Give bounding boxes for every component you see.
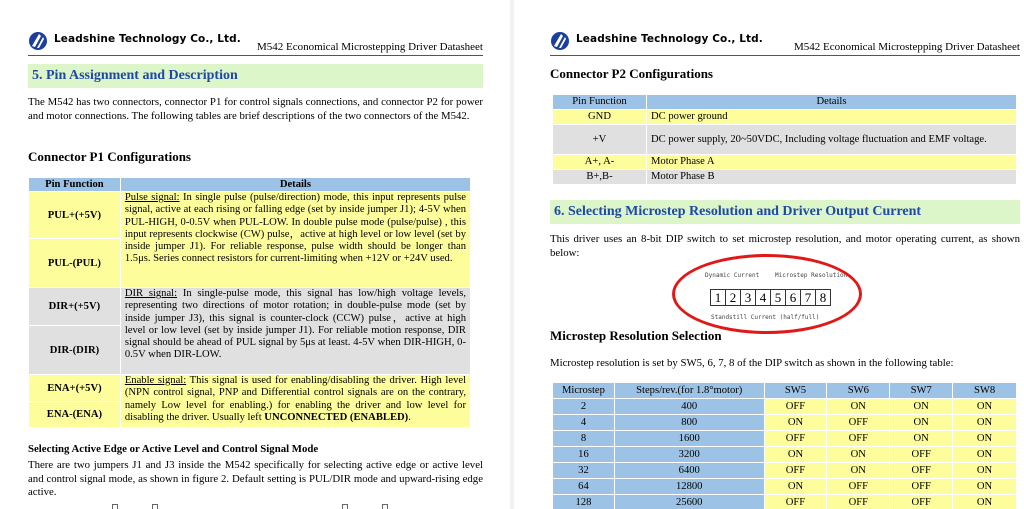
p1-header-details: Details xyxy=(120,178,470,192)
ms-switch-cell: ON xyxy=(827,447,890,463)
ms-switch-cell: ON xyxy=(953,431,1017,447)
ms-microstep-cell: 4 xyxy=(553,415,615,431)
p2-detail-cell: Motor Phase B xyxy=(647,170,1017,185)
jumper-figure-fragment xyxy=(152,504,158,509)
detail-text: In single pulse (pulse/direction) mode, this input represents pulse signal, active at each rising or falling edge (set by inside jumper J1); 4-5V when PUL-HIGH, 0-0.5V when PUL-LOW. In double pulse mode (pulse/pulse) , this input represents clockwise (CW) pulse，active at high level or low level (set by inside jumper J1). For reliable response, pulse width should be longer than 1.5μs. Series connect resistors for current-limiting when +12V or +24V used. xyxy=(124,192,466,265)
ms-microstep-cell: 2 xyxy=(553,399,615,415)
pin-cell: PUL+(+5V) xyxy=(29,192,121,239)
jumper-figure-fragment xyxy=(382,504,388,509)
p2-pin-cell: GND xyxy=(553,110,647,125)
ms-switch-cell: OFF xyxy=(890,479,953,495)
brand-name: Leadshine Technology Co., Ltd. xyxy=(54,33,241,45)
ms-paragraph: Microstep resolution is set by SW5, 6, 7, 8 of the DIP switch as shown in the following table: xyxy=(550,357,954,369)
emph-text: UNCONNECTED (ENABLED) xyxy=(264,411,409,423)
ms-header-cell: SW8 xyxy=(953,383,1017,399)
ms-switch-cell: OFF xyxy=(827,431,890,447)
ms-switch-cell: ON xyxy=(764,479,827,495)
dip-switch-cell: 4 xyxy=(755,289,771,306)
p1-title: Connector P1 Configurations xyxy=(28,149,191,164)
pin-cell: PUL-(PUL) xyxy=(29,239,121,288)
dir-details xyxy=(120,288,470,375)
detail-text: In single-pulse mode, this signal has low/high voltage levels, representing two directions of motor rotation; in double-pulse mode (set by inside jumper J3), this signal is counter-clock (CCW) pulse，active at high level or low level (set by inside jumper J1). For reliable motion response, DIR signal should be ahead of PUL signal by 5μs at least. 4-5V when DIR-HIGH, 0-0.5V when DIR-LOW. xyxy=(124,288,466,361)
page-header xyxy=(550,30,1020,56)
ms-body xyxy=(553,399,1017,509)
intro-paragraph: This driver uses an 8-bit DIP switch to set microstep resolution, and motor operating current, as shown below: xyxy=(550,233,1020,259)
jumper-figure-fragment xyxy=(342,504,348,509)
ms-header-cell: SW7 xyxy=(890,383,953,399)
ms-switch-cell: OFF xyxy=(764,463,827,479)
ms-switch-cell: ON xyxy=(764,447,827,463)
detail-tail: . xyxy=(408,411,411,423)
p2-pin-cell: A+, A- xyxy=(553,155,647,170)
ms-switch-cell: OFF xyxy=(890,495,953,509)
table-row xyxy=(553,415,1017,431)
ms-switch-cell: ON xyxy=(890,415,953,431)
page-header xyxy=(28,30,483,56)
ms-switch-cell: ON xyxy=(953,463,1017,479)
edge-title: Selecting Active Edge or Active Level and Control Signal Mode xyxy=(28,443,319,455)
ms-steps-cell: 800 xyxy=(614,415,764,431)
ms-switch-cell: OFF xyxy=(764,495,827,509)
ms-switch-cell: ON xyxy=(953,495,1017,509)
dip-switch-cell: 1 xyxy=(710,289,726,306)
p2-detail-cell: DC power supply, 20~50VDC, Including voltage fluctuation and EMF voltage. xyxy=(647,125,1017,155)
ms-header-cell: SW6 xyxy=(827,383,890,399)
ms-switch-cell: OFF xyxy=(764,399,827,415)
leadshine-logo-icon xyxy=(28,30,48,52)
dip-switch-cell: 8 xyxy=(815,289,831,306)
dip-label-microstep: Microstep Resolution xyxy=(775,272,848,279)
ms-switch-cell: OFF xyxy=(764,431,827,447)
ms-microstep-cell: 64 xyxy=(553,479,615,495)
p2-title: Connector P2 Configurations xyxy=(550,66,713,81)
dip-label-dynamic: Dynamic Current xyxy=(705,272,760,279)
dip-switch-cell: 3 xyxy=(740,289,756,306)
ms-switch-cell: OFF xyxy=(827,415,890,431)
jumper-figure-fragment xyxy=(112,504,118,509)
intro-paragraph: The M542 has two connectors, connector P1 for control signals connections, and connector P2 for power and motor connections. The following tables are brief descriptions of the two connectors of the M542. xyxy=(28,96,483,122)
ms-steps-cell: 6400 xyxy=(614,463,764,479)
signal-name: Enable signal: xyxy=(124,375,187,386)
section-title: 6. Selecting Microstep Resolution and Driver Output Current xyxy=(550,200,1020,224)
dip-switch-cell: 2 xyxy=(725,289,741,306)
p2-detail-cell: DC power ground xyxy=(647,110,1017,125)
pin-cell: DIR+(+5V) xyxy=(29,288,121,326)
ms-switch-cell: ON xyxy=(827,463,890,479)
ms-header-cell: Steps/rev.(for 1.8°motor) xyxy=(614,383,764,399)
ms-switch-cell: ON xyxy=(953,415,1017,431)
datasheet-page-right xyxy=(514,0,1024,509)
ms-switch-cell: ON xyxy=(953,447,1017,463)
ms-microstep-cell: 32 xyxy=(553,463,615,479)
ms-header-cell: SW5 xyxy=(764,383,827,399)
pin-cell: DIR-(DIR) xyxy=(29,326,121,375)
pulse-details xyxy=(120,192,470,288)
p1-table xyxy=(28,177,471,428)
ms-switch-cell: ON xyxy=(953,479,1017,495)
ms-switch-cell: OFF xyxy=(890,447,953,463)
ms-title: Microstep Resolution Selection xyxy=(550,328,722,343)
p1-header-pin: Pin Function xyxy=(29,178,121,192)
p2-pin-cell: +V xyxy=(553,125,647,155)
doc-title: M542 Economical Microstepping Driver Datasheet xyxy=(256,41,483,53)
p2-header-details: Details xyxy=(647,95,1017,110)
microstep-table xyxy=(552,382,1017,509)
ms-switch-cell: OFF xyxy=(827,479,890,495)
dip-switch-cell: 5 xyxy=(770,289,786,306)
ms-microstep-cell: 8 xyxy=(553,431,615,447)
ms-switch-cell: OFF xyxy=(890,463,953,479)
ms-switch-cell: ON xyxy=(890,431,953,447)
p2-pin-cell: B+,B- xyxy=(553,170,647,185)
signal-name: Pulse signal: xyxy=(124,192,180,203)
ms-microstep-cell: 16 xyxy=(553,447,615,463)
ms-header-cell: Microstep xyxy=(553,383,615,399)
ms-steps-cell: 3200 xyxy=(614,447,764,463)
ms-steps-cell: 25600 xyxy=(614,495,764,509)
enable-details xyxy=(120,375,470,428)
dip-label-standstill: Standstill Current (half/full) xyxy=(711,314,820,321)
table-row xyxy=(553,495,1017,509)
pin-cell: ENA+(+5V) xyxy=(29,375,121,402)
table-row xyxy=(553,431,1017,447)
p2-table xyxy=(552,94,1017,185)
ms-microstep-cell: 128 xyxy=(553,495,615,509)
ms-header-row xyxy=(553,383,1017,399)
ms-switch-cell: ON xyxy=(827,399,890,415)
edge-paragraph: There are two jumpers J1 and J3 inside the M542 specifically for selecting active edge or active level and control signal mode, as shown in figure 2. Default setting is PUL/DIR mode and upward-rising edge active. xyxy=(28,459,483,499)
p2-header-pin: Pin Function xyxy=(553,95,647,110)
p2-detail-cell: Motor Phase A xyxy=(647,155,1017,170)
table-row xyxy=(553,479,1017,495)
ms-switch-cell: ON xyxy=(764,415,827,431)
ms-steps-cell: 12800 xyxy=(614,479,764,495)
red-highlight-circle xyxy=(672,254,862,334)
datasheet-page-left xyxy=(0,0,510,509)
section-title: 5. Pin Assignment and Description xyxy=(28,64,483,88)
table-row xyxy=(553,399,1017,415)
ms-steps-cell: 1600 xyxy=(614,431,764,447)
leadshine-logo-icon xyxy=(550,30,570,52)
ms-switch-cell: ON xyxy=(953,399,1017,415)
ms-switch-cell: OFF xyxy=(827,495,890,509)
detail-text: This signal is used for enabling/disabling the driver. High level (NPN control signal, PNP and Differential control signals are on the contrary, namely Low level for enabling.) for enabling the driver and low level for disabling the driver. Usually left xyxy=(124,375,467,423)
table-row xyxy=(553,463,1017,479)
dip-switch-cell: 7 xyxy=(800,289,816,306)
ms-steps-cell: 400 xyxy=(614,399,764,415)
pin-cell: ENA-(ENA) xyxy=(29,402,121,428)
dip-switch-cell: 6 xyxy=(785,289,801,306)
doc-title: M542 Economical Microstepping Driver Datasheet xyxy=(793,41,1020,53)
table-row xyxy=(553,447,1017,463)
brand-name: Leadshine Technology Co., Ltd. xyxy=(576,33,763,45)
signal-name: DIR signal: xyxy=(124,288,178,299)
ms-switch-cell: ON xyxy=(890,399,953,415)
